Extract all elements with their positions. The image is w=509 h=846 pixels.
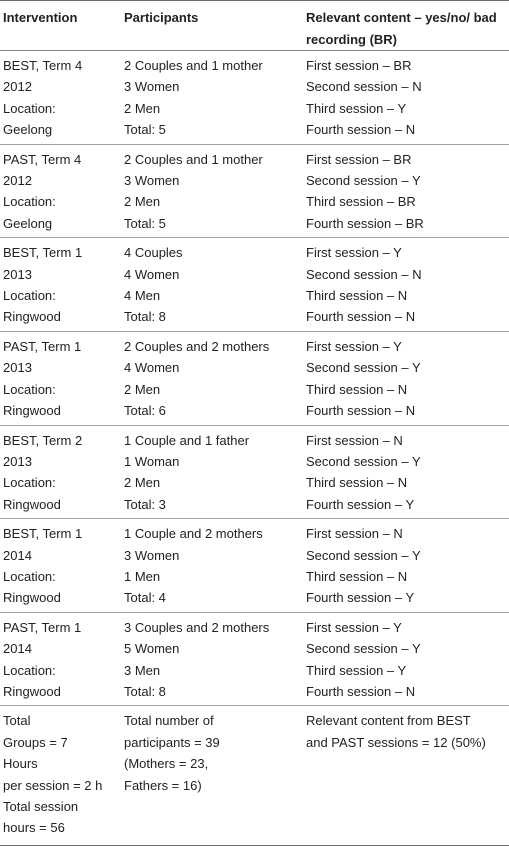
intervention-cell [0,238,120,332]
table-row [0,238,509,332]
sessions-cell-line: Second session – Y [306,173,421,189]
sessions-cell [302,331,509,425]
intervention-cell-line: PAST, Term 1 [3,619,82,635]
totals-intervention-cell-line: hours = 56 [3,820,65,836]
sessions-cell [302,238,509,332]
table-row [0,425,509,519]
intervention-cell-line: 2014 [3,547,32,563]
sessions-cell-line: Third session – N [306,288,408,304]
intervention-cell [0,144,120,238]
intervention-cell-line: 2013 [3,453,32,469]
intervention-cell-line: BEST, Term 2 [3,432,83,448]
sessions-cell-line: First session – N [306,526,403,542]
sessions-cell [302,51,509,145]
participants-cell-line: Total: 8 [124,683,166,699]
participants-cell [120,238,302,332]
sessions-cell-line: Second session – Y [306,360,421,376]
participants-cell-line: 5 Women [124,641,180,657]
sessions-cell-line: Fourth session – N [306,309,416,325]
sessions-cell-line: First session – Y [306,619,402,635]
header-relevant-content: Relevant content – yes/no/ bad recording (BR) [302,1,509,51]
header-row [0,1,509,51]
participants-cell [120,519,302,613]
participants-cell-line: 1 Men [124,568,161,584]
participants-cell [120,331,302,425]
sessions-cell [302,519,509,613]
table-row [0,519,509,613]
totals-intervention-cell [0,706,120,845]
sessions-cell-line: Third session – Y [306,100,407,116]
intervention-cell-line: Location: [3,381,56,397]
participants-cell [120,425,302,519]
sessions-cell-line: Second session – N [306,79,422,95]
participants-cell-line: 2 Couples and 2 mothers [124,338,270,354]
table-row [0,144,509,238]
intervention-cell-line: 2014 [3,641,32,657]
participants-cell [120,612,302,706]
totals-sessions-cell [302,706,509,845]
sessions-cell-line: Second session – Y [306,641,421,657]
intervention-cell-line: Ringwood [3,403,61,419]
sessions-cell-line: Fourth session – BR [306,215,424,231]
participants-cell-line: 1 Couple and 1 father [124,432,250,448]
sessions-cell-line: Third session – Y [306,662,407,678]
table-body [0,51,509,846]
intervention-cell-line: Ringwood [3,309,61,325]
participants-cell-line: Total: 6 [124,403,166,419]
table-row [0,51,509,145]
intervention-cell-line: BEST, Term 4 [3,58,83,73]
intervention-cell-line: Geelong [3,215,53,231]
table-row [0,612,509,706]
intervention-cell [0,425,120,519]
participants-cell-line: 2 Couples and 1 mother [124,58,263,73]
sessions-cell [302,612,509,706]
participants-cell-line: 1 Couple and 2 mothers [124,526,263,542]
totals-participants-cell-line: Total number of [124,713,214,729]
intervention-cell-line: PAST, Term 4 [3,151,82,167]
intervention-cell-line: Location: [3,475,56,491]
sessions-cell-line: Fourth session – N [306,122,416,138]
sessions-cell-line: First session – Y [306,245,402,261]
sessions-cell-line: Fourth session – Y [306,590,415,606]
participants-cell-line: 1 Woman [124,453,180,469]
participants-cell-line: Total: 8 [124,309,166,325]
intervention-cell-line: 2013 [3,360,32,376]
intervention-cell-line: BEST, Term 1 [3,526,83,542]
participants-cell-line: 2 Men [124,100,161,116]
intervention-cell [0,331,120,425]
participants-cell-line: Total: 5 [124,215,166,231]
totals-intervention-cell-line: Total [3,713,31,729]
intervention-cell-line: Location: [3,662,56,678]
sessions-cell-line: Second session – N [306,266,422,282]
participants-cell [120,51,302,145]
sessions-cell [302,144,509,238]
intervention-cell-line: Location: [3,288,56,304]
sessions-cell-line: First session – N [306,432,403,448]
participants-cell-line: 3 Women [124,173,180,189]
sessions-cell-line: First session – BR [306,151,412,167]
participants-cell-line: Total: 4 [124,590,166,606]
totals-sessions-cell-line: and PAST sessions = 12 (50%) [306,734,486,750]
sessions-cell-line: Fourth session – N [306,683,416,699]
totals-intervention-cell-line: per session = 2 h [3,777,103,793]
totals-participants-cell-line: (Mothers = 23, [124,756,209,772]
participants-cell-line: 4 Women [124,360,180,376]
sessions-cell-line: Third session – N [306,475,408,491]
intervention-cell [0,519,120,613]
sessions-cell-line: Third session – N [306,381,408,397]
participants-cell-line: Total: 3 [124,496,166,512]
totals-sessions-cell-line: Relevant content from BEST [306,713,471,729]
intervention-cell [0,612,120,706]
totals-intervention-cell-line: Groups = 7 [3,734,68,750]
intervention-cell-line: Ringwood [3,496,61,512]
totals-participants-cell-line: participants = 39 [124,734,220,750]
totals-participants-cell-line: Fathers = 16) [124,777,202,793]
intervention-cell-line: PAST, Term 1 [3,338,82,354]
intervention-cell [0,51,120,145]
sessions-cell-line: First session – Y [306,338,402,354]
table-row [0,331,509,425]
intervention-cell-line: Location: [3,100,56,116]
participants-cell-line: 4 Couples [124,245,183,261]
participants-cell-line: 2 Men [124,381,161,397]
participants-cell-line: 3 Men [124,662,161,678]
totals-row [0,706,509,845]
participants-cell-line: Total: 5 [124,122,166,138]
sessions-cell [302,425,509,519]
sessions-cell-line: Fourth session – Y [306,496,415,512]
intervention-cell-line: Ringwood [3,590,61,606]
sessions-cell-line: Fourth session – N [306,403,416,419]
participants-cell-line: 3 Women [124,547,180,563]
sessions-cell-line: Third session – N [306,568,408,584]
totals-participants-cell [120,706,302,845]
sessions-cell-line: Second session – Y [306,547,421,563]
participants-cell-line: 3 Women [124,79,180,95]
sessions-cell-line: Third session – BR [306,194,416,210]
intervention-cell-line: BEST, Term 1 [3,245,83,261]
intervention-cell-line: Location: [3,194,56,210]
sessions-cell-line: Second session – Y [306,453,421,469]
intervention-cell-line: Location: [3,568,56,584]
participants-cell-line: 2 Men [124,194,161,210]
participants-cell-line: 2 Men [124,475,161,491]
intervention-cell-line: 2012 [3,173,32,189]
totals-intervention-cell-line: Hours [3,756,38,772]
intervention-cell-line: Geelong [3,122,53,138]
totals-intervention-cell-line: Total session [3,799,79,814]
sessions-cell-line: First session – BR [306,58,412,73]
intervention-cell-line: 2012 [3,79,32,95]
participants-cell [120,144,302,238]
intervention-cell-line: 2013 [3,266,32,282]
header-intervention: Intervention [0,1,120,51]
intervention-cell-line: Ringwood [3,683,61,699]
participants-cell-line: 4 Women [124,266,180,282]
participants-cell-line: 3 Couples and 2 mothers [124,619,270,635]
header-participants: Participants [120,1,302,51]
participants-cell-line: 2 Couples and 1 mother [124,151,263,167]
participants-cell-line: 4 Men [124,288,161,304]
